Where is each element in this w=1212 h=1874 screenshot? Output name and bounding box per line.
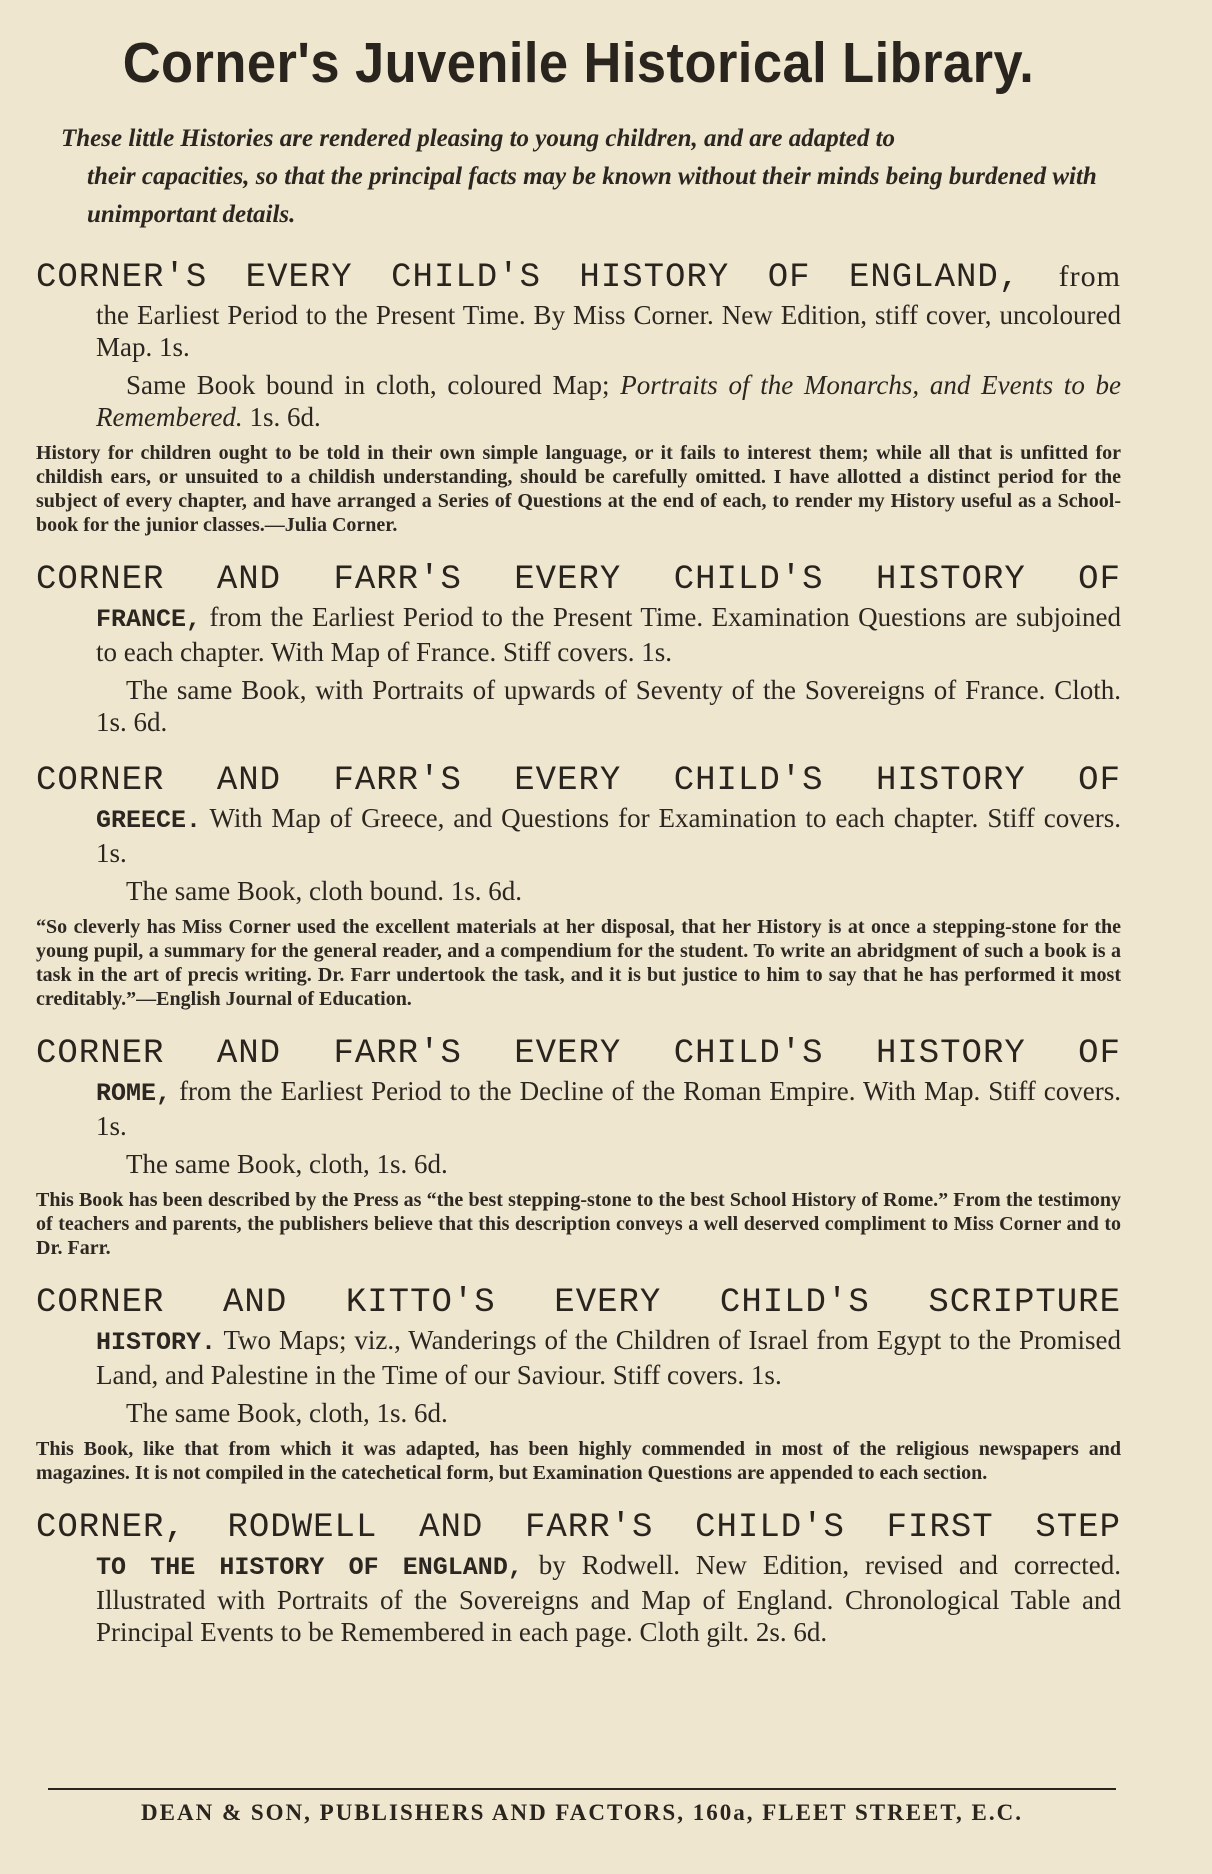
entry-alternate-edition: The same Book, cloth, 1s. 6d.: [126, 1398, 448, 1428]
entry-description-text: from the Earliest Period to the Decline of the Roman Empire. With Map. Stiff covers. 1s.: [96, 1076, 1122, 1141]
entry-description: [36, 1075, 1121, 1142]
alt-text: Same Book bound in cloth, coloured Map;: [126, 370, 610, 400]
book-entry-first-step: [36, 1507, 1121, 1648]
entry-alternate-edition: The same Book, cloth bound. 1s. 6d.: [126, 876, 522, 906]
entry-description: [36, 1549, 1121, 1648]
entry-subject: GREECE.: [96, 806, 202, 835]
entry-note: This Book has been described by the Press as “the best stepping-stone to the best School History of Rome.” From the testimony of teachers and parents, the publishers believe that this description conveys a well deserved compliment to Miss Corner and to Dr. Farr.: [36, 1189, 1121, 1259]
book-entry-france: [36, 559, 1121, 738]
entry-description: [36, 1324, 1121, 1391]
advertisement-page: [36, 30, 1121, 1670]
entry-description-text: by Rodwell. New Edition, revised and corrected. Illustrated with Portraits of the Sovereigns and Map of England. Chronological Table and Principal Events to be Remembered in each page. Cloth gilt. 2s. 6d.: [96, 1550, 1122, 1647]
entry-description-text: Two Maps; viz., Wanderings of the Children of Israel from Egypt to the Promised Land, and Palestine in the Time of our Saviour. Stiff covers. 1s.: [96, 1325, 1121, 1390]
entry-description: [36, 601, 1121, 668]
entry-alternate-edition: The same Book, with Portraits of upwards of Seventy of the Sovereigns of France. Cloth. 1s. 6d.: [96, 675, 1121, 737]
entry-heading: CORNER, RODWELL AND FARR'S CHILD'S FIRST STEP: [36, 1509, 1121, 1547]
entry-description-text: from the Earliest Period to the Present Time. Examination Questions are subjoined to each chapter. With Map of France. Stiff covers. 1s.: [96, 602, 1122, 667]
book-entry-greece: [36, 760, 1121, 1011]
entry-heading-trail: from: [1058, 260, 1121, 293]
entry-description: the Earliest Period to the Present Time. By Miss Corner. New Edition, stiff cover, uncoloured Map. 1s.: [96, 300, 1121, 362]
entry-subject: ROME,: [96, 1079, 172, 1108]
entry-heading: CORNER AND FARR'S EVERY CHILD'S HISTORY OF: [36, 561, 1121, 599]
entry-note: “So cleverly has Miss Corner used the excellent materials at her disposal, that her History is at once a stepping-stone for the young pupil, a summary for the general reader, and a compendium for the student. To write an abridgment of such a book is a task in the art of precis writing. Dr. Farr undertook the task, and it is but justice to him to say that he has performed it most creditably.”—English Journal of Education.: [36, 916, 1121, 1010]
intro-rest: their capacities, so that the principal facts may be known without their minds being burdened with unimportant details.: [87, 163, 1097, 228]
entry-note: History for children ought to be told in their own simple language, or it fails to interest them; while all that is unfitted for childish ears, or unsuited to a childish understanding, should be carefully omitted. I have allotted a distinct period for the subject of every chapter, and have arranged a Series of Questions at the end of each, to render my History useful as a School-book for the junior classes.—Julia Corner.: [36, 442, 1121, 536]
entry-subject: TO THE HISTORY OF ENGLAND,: [96, 1553, 523, 1582]
intro-paragraph: [36, 120, 1121, 234]
entry-heading: CORNER AND FARR'S EVERY CHILD'S HISTORY OF: [36, 762, 1121, 800]
entry-description: [36, 802, 1121, 869]
entry-alternate-edition: The same Book, cloth, 1s. 6d.: [126, 1149, 448, 1179]
entry-note: This Book, like that from which it was adapted, has been highly commended in most of the religious newspapers and magazines. It is not compiled in the catechetical form, but Examination Questions are appended to each section.: [36, 1438, 1121, 1484]
entry-description-text: With Map of Greece, and Questions for Examination to each chapter. Stiff covers. 1s.: [96, 803, 1122, 868]
alt-price: 1s. 6d.: [249, 402, 321, 432]
entry-heading: [36, 256, 1121, 299]
entry-heading: CORNER AND FARR'S EVERY CHILD'S HISTORY OF: [36, 1035, 1121, 1073]
entry-heading: CORNER AND KITTO'S EVERY CHILD'S SCRIPTURE: [36, 1284, 1121, 1322]
entry-alternate-edition: [36, 369, 1121, 433]
footer-divider: [48, 1788, 1116, 1790]
entry-subject: HISTORY.: [96, 1328, 217, 1357]
alt-italic-text: Portraits of the Monarchs, and Events to be Remembered.: [96, 370, 1122, 432]
book-entry-england: [36, 256, 1121, 537]
entry-heading-text: CORNER'S EVERY CHILD'S HISTORY OF ENGLAND,: [36, 259, 1021, 297]
publisher-footer: DEAN & SON, PUBLISHERS AND FACTORS, 160a, FLEET STREET, E.C.: [141, 1800, 1023, 1825]
book-entry-rome: [36, 1033, 1121, 1260]
page-title: Corner's Juvenile Historical Library.: [122, 31, 1035, 95]
intro-line-1: These little Histories are rendered pleasing to young children, and are adapted to: [61, 125, 896, 152]
entry-subject: FRANCE,: [96, 605, 202, 634]
book-entry-scripture: [36, 1282, 1121, 1485]
